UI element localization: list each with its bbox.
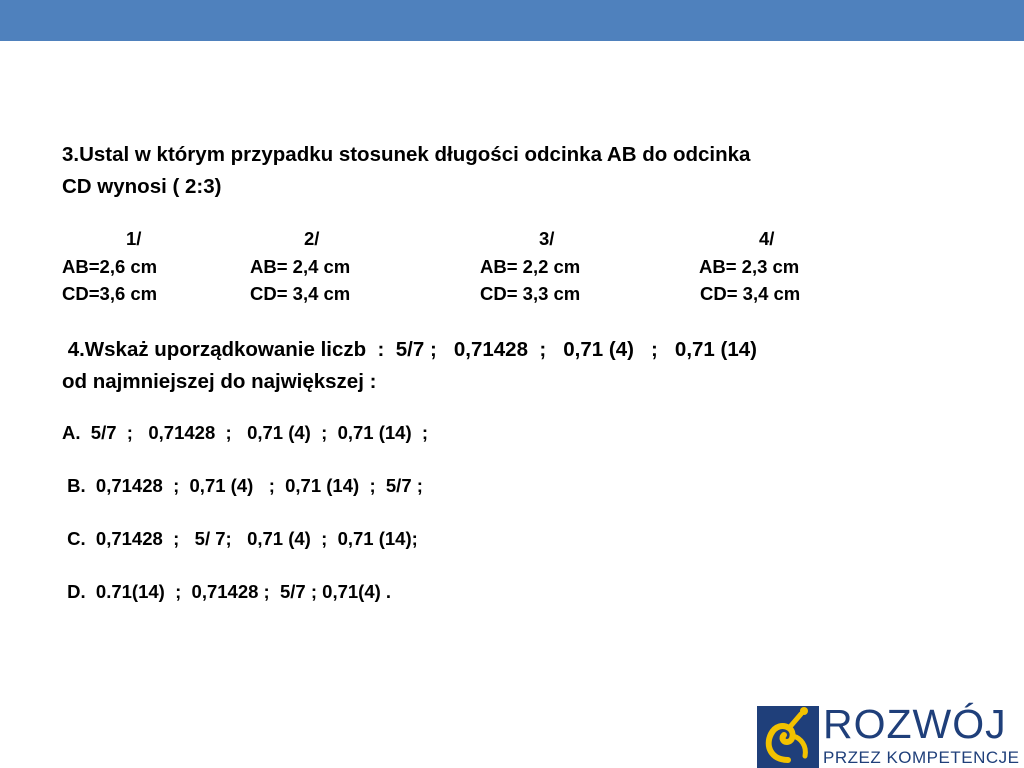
option-1-cd: CD=3,6 cm xyxy=(62,283,158,304)
option-4-cd: CD= 3,4 cm xyxy=(700,283,801,304)
option-3-cd: CD= 3,3 cm xyxy=(480,283,581,304)
option-4-number: 4/ xyxy=(759,228,775,249)
option-1-number: 1/ xyxy=(126,228,142,249)
logo-wordmark: ROZWÓJ xyxy=(823,701,1007,747)
answer-c: C. 0,71428 ; 5/ 7; 0,71 (4) ; 0,71 (14); xyxy=(62,528,418,549)
slide-header-bar xyxy=(0,0,1024,41)
option-2-ab: AB= 2,4 cm xyxy=(250,256,351,277)
question3-line1: 3.Ustal w którym przypadku stosunek długości odcinka AB do odcinka xyxy=(62,143,751,166)
option-2-cd: CD= 3,4 cm xyxy=(250,283,351,304)
question3-line2: CD wynosi ( 2:3) xyxy=(62,175,222,198)
answer-d: D. 0.71(14) ; 0,71428 ; 5/7 ; 0,71(4) . xyxy=(62,581,392,602)
logo-figure-icon xyxy=(757,706,819,768)
question4-line1: 4.Wskaż uporządkowanie liczb : 5/7 ; 0,71428 ; 0,71 (4) ; 0,71 (14) xyxy=(62,338,757,361)
question4-line2: od najmniejszej do największej : xyxy=(62,370,377,393)
option-2-number: 2/ xyxy=(304,228,320,249)
answer-a: A. 5/7 ; 0,71428 ; 0,71 (4) ; 0,71 (14) ; xyxy=(62,422,429,443)
option-3-number: 3/ xyxy=(539,228,555,249)
logo-tagline: PRZEZ KOMPETENCJE xyxy=(823,748,1020,767)
option-1-ab: AB=2,6 cm xyxy=(62,256,158,277)
option-3-ab: AB= 2,2 cm xyxy=(480,256,581,277)
option-4-ab: AB= 2,3 cm xyxy=(699,256,800,277)
rozwoj-logo xyxy=(757,701,1024,768)
answer-b: B. 0,71428 ; 0,71 (4) ; 0,71 (14) ; 5/7 ; xyxy=(62,475,423,496)
